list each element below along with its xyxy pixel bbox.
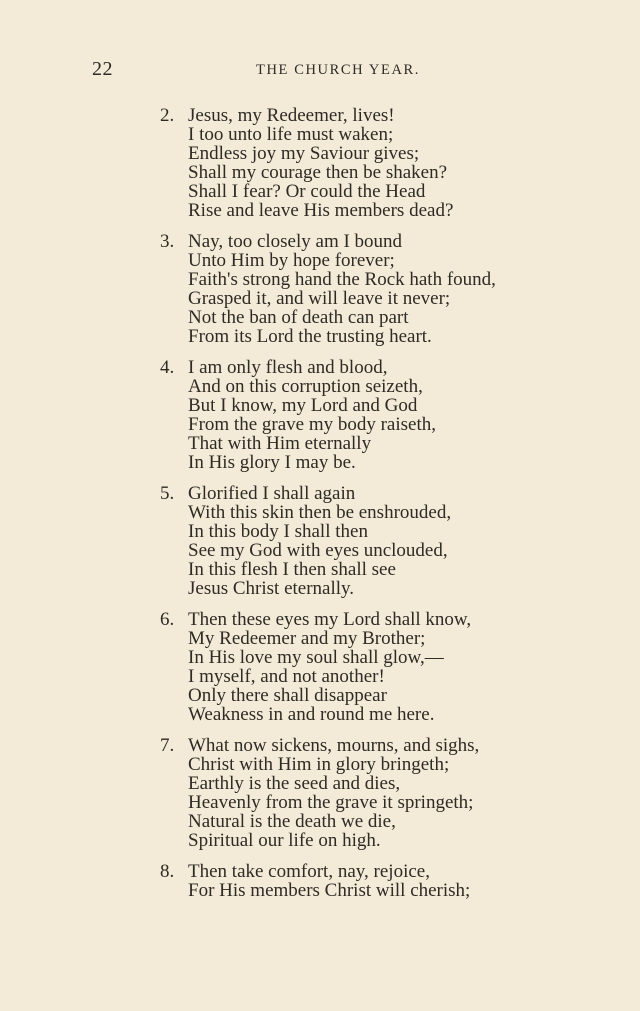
verse-line: My Redeemer and my Brother; (188, 628, 426, 650)
verse-line: Natural is the death we die, (188, 810, 396, 832)
stanza-list (0, 107, 640, 914)
verse-line: In His love my soul shall glow,— (188, 646, 444, 668)
verse-line: Not the ban of death can part (188, 306, 409, 328)
stanza (0, 863, 640, 901)
verse-line: From the grave my body raiseth, (188, 413, 437, 435)
stanza-lines (188, 737, 640, 850)
verse-line: Then take comfort, nay, rejoice, (188, 861, 430, 883)
verse-line: Shall my courage then be shaken? (188, 161, 448, 183)
verse-line: In this body I shall then (188, 520, 368, 542)
verse-line: That with Him eternally (188, 432, 372, 454)
verse-line: Rise and leave His members dead? (188, 199, 454, 221)
stanza-lines (188, 611, 640, 724)
verse-line: Weakness in and round me here. (188, 703, 435, 725)
verse-line: Spiritual our life on high. (188, 829, 381, 851)
stanza (0, 359, 640, 472)
stanza-lines (188, 359, 640, 472)
verse-line: Heavenly from the grave it springeth; (188, 791, 474, 813)
stanza-lines (188, 863, 640, 901)
stanza-number: 4. (160, 357, 175, 379)
page-number: 22 (92, 58, 113, 80)
verse-line: I am only flesh and blood, (188, 357, 388, 379)
verse-line: I myself, and not another! (188, 665, 385, 687)
verse-line: Shall I fear? Or could the Head (188, 180, 426, 202)
verse-line: Faith's strong hand the Rock hath found, (188, 268, 496, 290)
verse-line: Glorified I shall again (188, 483, 356, 505)
stanza-number: 8. (160, 861, 175, 883)
verse-line: Endless joy my Saviour gives; (188, 142, 420, 164)
verse-line: Earthly is the seed and dies, (188, 772, 401, 794)
stanza-lines (188, 233, 640, 346)
stanza-number: 2. (160, 105, 175, 126)
verse-line: Christ with Him in glory bringeth; (188, 754, 450, 776)
stanza-lines (188, 107, 640, 220)
verse-line: Nay, too closely am I bound (188, 231, 403, 253)
verse-line: I too unto life must waken; (188, 123, 394, 145)
stanza-number: 7. (160, 735, 175, 757)
verse-line: Grasped it, and will leave it never; (188, 287, 451, 309)
stanza-number: 3. (160, 231, 175, 253)
verse-line: What now sickens, mourns, and sighs, (188, 735, 480, 757)
verse-line: Then these eyes my Lord shall know, (188, 609, 472, 631)
verse-line: See my God with eyes unclouded, (188, 539, 448, 561)
stanza-number: 6. (160, 609, 175, 631)
page-header (0, 58, 640, 82)
verse-line: Only there shall disappear (188, 684, 387, 706)
stanza (0, 107, 640, 220)
running-title: THE CHURCH YEAR. (256, 62, 421, 78)
verse-line: Jesus, my Redeemer, lives! (188, 105, 395, 126)
stanza (0, 485, 640, 598)
verse-line: Unto Him by hope forever; (188, 249, 395, 271)
verse-line: But I know, my Lord and God (188, 394, 418, 416)
stanza (0, 233, 640, 346)
verse-line: In His glory I may be. (188, 451, 356, 473)
stanza (0, 737, 640, 850)
stanza-lines (188, 485, 640, 598)
stanza-number: 5. (160, 483, 175, 505)
stanza (0, 611, 640, 724)
verse-line: In this flesh I then shall see (188, 558, 396, 580)
verse-line: Jesus Christ eternally. (188, 577, 355, 599)
verse-line: And on this corruption seizeth, (188, 375, 423, 397)
verse-line: With this skin then be enshrouded, (188, 502, 452, 523)
verse-line: From its Lord the trusting heart. (188, 325, 432, 347)
verse-line: For His members Christ will cherish; (188, 880, 471, 902)
